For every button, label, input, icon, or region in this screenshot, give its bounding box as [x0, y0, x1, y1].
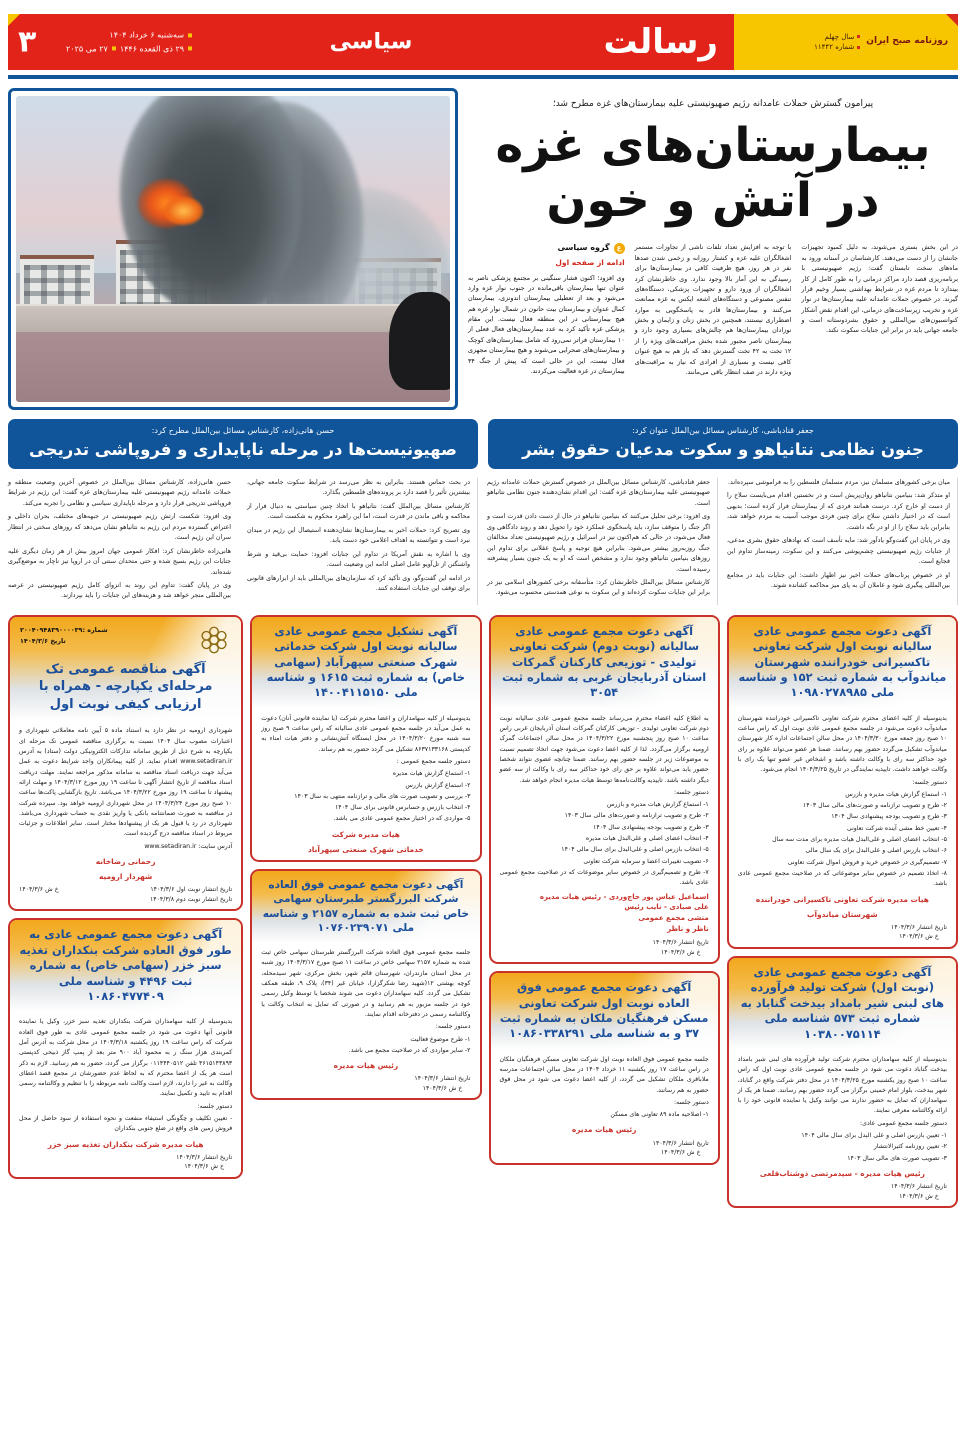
date-solar: سه‌شنبه ۶ خرداد ۱۴۰۴ — [109, 30, 185, 40]
ad-pub-label: تاریخ انتشار — [678, 938, 709, 946]
agenda-item: ۱- اصلاحیه ماده ۸۹ تعاونی های مسکن — [610, 1111, 709, 1119]
agenda-item: ۲- استماع گزارش بازرس — [405, 781, 471, 789]
agenda-item: ۴- تعیین خط مشی آینده شرکت تعاونی — [846, 824, 947, 832]
ad-agenda-list — [500, 800, 709, 888]
date-gregorian: ۲۷ می ۲۰۲۵ — [66, 44, 108, 53]
ad-agenda-title: دستور جلسه: — [197, 1102, 233, 1110]
ad-agenda-list — [500, 1110, 709, 1120]
ad-signature-line: علی صیادی - نایب رئیس — [624, 903, 709, 912]
hero-col-right — [468, 242, 625, 377]
ad-signature: رئیس هیات مدیره — [333, 1061, 399, 1071]
article-paragraph: جعفر قنادباشی، کارشناس مسائل بین‌الملل در خصوص گسترش حملات عامدانه رژیم صهیونیستی علیه بیمارستان‌های غزه گفت: این اقدام نشان‌دهنده جنون نظامی نتانیاهو است. — [487, 479, 710, 507]
banner-hanizadeh — [8, 419, 478, 469]
agenda-item: ۸- اتخاذ تصمیم در خصوص سایر موضوعاتی که در صلاحیت مجمع عمومی عادی باشد. — [737, 869, 947, 888]
ad-signature-line: منشی مجمع عمومی — [638, 914, 709, 923]
agenda-item: ۵- انتخاب بازرس اصلی و علی‌البدل برای سال مالی ۱۴۰۴ — [561, 846, 709, 854]
article-paragraph: در بحث حماس هستند. بنابراین به نظر می‌رسد در شرایط سکوت جامعه جهانی، بیشترین تأثیر را قصد دارد بر پرونده‌های فلسطین بگذارد. — [247, 479, 470, 497]
ad-sepehrabad-industrial[interactable] — [250, 615, 481, 862]
ad-signature: هیات مدیره شرکت تعاونی تاکسیرانی خودراننده — [755, 894, 929, 904]
article-column-1 — [8, 478, 238, 605]
ad-title: آگهی دعوت مجمع عمومی عادی به طور فوق العاده شرکت بنکداران تغذیه سبز خزر (سهامی خاص) به شماره ثبت ۴۴۹۶ و شناسه ملی ۱۰۸۶۰۴۷۷۴۰۹ — [19, 927, 232, 1004]
hero-lead-text: وی افزود؛ اکنون فشار سنگینی بر مجتمع پزشکی ناصر به عنوان تنها بیمارستان باقی‌مانده در جنوب نوار غزه وارد می‌شود و بعد از تعطیلی بیمارستان اندونزی، بیمارستان کمال عدوان و بیمارستان بیت حانون در شمال نوار غزه هم هیچ بیمارستانی در این منطقه فعال نیست. این مقام پزشکی غزه تأکید کرد به عدد بیمارستان‌های فعال فعلی از ۱۰ بیمارستان فراتر نمی‌رود که شامل بیمارستان‌های کوچک و بیمارستان‌های صحرایی می‌شوند و هیچ بیمارستان مجهزی فعال نیست، این در حالی است که پیش از جنگ ۳۴ بیمارستان در غزه فعالیت می‌کردند. — [467, 273, 625, 375]
corner-triangle-icon — [946, 14, 958, 26]
ad-pub-date: ۱۴۰۴/۳/۶ — [890, 923, 916, 931]
hero-photo — [16, 96, 450, 402]
ad-agenda-title: دستور جلسه: — [912, 778, 947, 786]
ad-signature: هیات مدیره شرکت — [331, 829, 400, 839]
agenda-item: ۱- استماع گزارش هیات مدیره — [392, 770, 471, 778]
photo-parapet — [16, 304, 450, 332]
bullet-icon: ع — [614, 243, 625, 254]
hero-kicker: پیرامون گسترش حملات عامدانه رژیم صهیونیستی علیه بیمارستان‌های غزه مطرح شد؛ — [552, 99, 874, 109]
article-paragraph: در ادامه این گفت‌وگو، وی تأکید کرد که سازمان‌های بین‌المللی باید از ابزارهای قانونی برای توقف این جنایات استفاده کنند. — [247, 574, 470, 592]
agenda-item: ۳- تصویب صورت های مالی سال ۱۴۰۳ — [847, 1154, 947, 1162]
article-paragraph: وی در پایان این گفت‌وگو یادآور شد: مایه تأسف است که نهادهای حقوق بشری مدعی، از جنایات رژیم صهیونیستی چشم‌پوشی می‌کنند و این سکوت، زمینه‌ساز تداوم این فجایع است. — [727, 537, 950, 566]
article-paragraph: هانی‌زاده خاطرنشان کرد: افکار عمومی جهان امروز بیش از هر زمان دیگری علیه جنایات این رژیم بسیج شده و حتی متحدان سنتی آن در اروپا نیز ناچار به موضع‌گیری شده‌اند. — [8, 547, 231, 576]
article-column-2 — [247, 478, 478, 605]
bullet-square-icon — [188, 47, 192, 51]
agenda-item: ۷- تصمیم‌گیری در خصوص خرید و فروش اموال شرکت تعاونی — [787, 858, 947, 866]
ad-body: شهرداری ارومیه در نظر دارد به استناد ماده ۵ آیین نامه معاملاتی شهرداری و اعتبارات مصوب سال ۱۴۰۴ نسبت به برگزاری مناقصه عمومی تک مرحله ای یکپارچه به شرح ذیل از طریق سامانه تدارکات الکترونیکی دولت (ستاد) به آدرس www.setadiran.ir اقدام نماید. از کلیه پیمانکاران واجد شرایط دعوت به عمل می‌آید جهت دریافت اسناد مناقصه به سامانه مذکور مراجعه نمایند. مهلت دریافت اسناد مناقصه از تاریخ انتشار آگهی تا ساعت ۱۹ روز مورخ ۱۴۰۴/۳/۱۲ و مهلت ارائه پیشنهاد تا ساعت ۱۹ روز مورخ ۱۴۰۴/۳/۲۲ می‌باشد. تاریخ بازگشایی پاکت‌ها ساعت ۱۰ صبح روز مورخ ۱۴۰۴/۳/۲۴ در محل شهرداری ارومیه خواهد بود. سپرده شرکت در مناقصه به صورت ضمانتنامه بانکی یا واریز نقدی به حساب شهرداری می‌باشد. شهرداری در رد یا قبول هر یک از پیشنهادها مختار است. سایر اطلاعات و جزئیات مربوط در اسناد مناقصه درج گردیده است. — [19, 727, 233, 838]
agenda-item: ۵- مواردی که در اختیار مجمع عمومی عادی می باشد. — [333, 815, 471, 823]
masthead-date-block — [66, 28, 192, 55]
ad-signature-2: شهردار ارومیه — [98, 872, 153, 882]
photo-building — [20, 255, 94, 310]
ad-ks-code: خ ش ۱۴۰۴/۳/۶ — [899, 933, 939, 941]
ad-signature: رئیس هیات مدیره - سیدمرتضی ذوشتاب‌قلعی — [759, 1168, 925, 1178]
article-paragraph: او در خصوص پرتاب‌های حملات اخیر نیز اظهار داشت: این جنایات باید در مجامع بین‌المللی پیگیری شود و عاملان آن به پای میز محاکمه کشانده شوند. — [727, 571, 950, 589]
photo-fire — [164, 197, 203, 225]
ad-signature-line: ناظر و ناظر — [667, 925, 709, 934]
hero-section — [8, 88, 958, 410]
article-column-4 — [727, 478, 958, 605]
ad-agenda-title: دستور جلسه مجمع عمومی : — [396, 757, 471, 765]
agenda-item: ۲- تعیین روزنامه کثیرالانتشار — [873, 1143, 947, 1151]
hero-photo-frame — [8, 88, 458, 410]
ad-agenda-list — [261, 1035, 470, 1057]
ad-ks-code: خ ش ۱۴۰۴/۳/۶ — [184, 1163, 225, 1171]
expert-banners — [8, 419, 958, 469]
page-title — [468, 118, 958, 229]
ad-title: آگهی دعوت مجمع عمومی فوق العاده نوبت اول شرکت تعاونی مسکن فرهنگیان ملکان به شماره ثبت ۳۷ و به شناسه ملی ۱۰۸۶۰۳۳۸۲۹۱ — [499, 980, 709, 1041]
ad-pub-date: ۱۴۰۴/۳/۶ — [176, 1153, 201, 1161]
ad-pub-label: تاریخ انتشار — [917, 1182, 947, 1190]
section-title: سیاسی — [329, 29, 413, 55]
ad-pub-date: ۱۴۰۴/۳/۶ — [652, 938, 677, 946]
ad-agenda-title: دستور جلسه مجمع عمومی عادی: — [860, 1119, 947, 1127]
publisher-logo: روزنامه صبح ایران — [866, 36, 948, 47]
ad-pub-label: تاریخ انتشار — [917, 923, 947, 931]
ad-customs-cooperative[interactable] — [489, 615, 720, 964]
bullet-square-icon — [857, 46, 860, 49]
article-paragraph: وی افزود: برخی تحلیل می‌کنند که بنیامین نتانیاهو در حال از دست دادن قدرت است و اگر جنگ را متوقف سازد، باید پاسخگوی عملکرد خود را تحویل دهد و روند دادگاهی وی فعال می‌شود، در حالی که هم‌اکنون نیز در اسرائیل و رژیم صهیونیستی تعداد مخالفان جنگ روزبه‌روز بیشتر می‌شود. بنابراین هیچ توجیه و پاسخ عقلانی برای تداوم این روزهای بنیامین نتانیاهو وجود ندارد و مشخص است که او به یک جنون بسیار پیشرفته رسیده است. — [487, 513, 710, 573]
ad-pub-label: تاریخ انتشار — [440, 1075, 471, 1083]
ad-agenda-title: دستور جلسه: — [673, 788, 709, 796]
ad-ks-code: خ ش ۱۴۰۴/۳/۶ — [660, 1149, 701, 1157]
ad-body: جلسه مجمع عمومی فوق العاده شرکت البرزگستر طبرستان سهامی خاص ثبت شده به شماره ۲۱۵۷ سهامی خاص در ساعت ۱۱ صبح مورخ ۱۴۰۴/۳/۱۷ روز شنبه در محل استان مازندران، شهرستان قائم شهر، بخش مرکزی، شهر سیدمحله، کوچه بهشتی ۱۲(شهید رضا شکرگزار)، خیابان غیر (۳۴)، پلاک ۹، طبقه همکف تشکیل می گردد. کلیه سهامداران دعوت می شوند شخصا یا توسط وکیل رسمی خود در جلسه مزبور به هم رسانید و در صورتی که تمایل به انتخاب وکالت یا وکالتنامه رسمی در دفترخانه اقدام نمایند. — [261, 949, 471, 1018]
ad-signature-2: خدماتی شهرک صنعتی سپهرآباد — [308, 844, 424, 854]
tender-date: ۱۴۰۴/۳/۶ — [20, 637, 49, 646]
ad-urmia-tender[interactable] — [8, 615, 243, 912]
ad-pub-date: ۱۴۰۴/۳/۶ — [890, 1182, 916, 1190]
agenda-item: ۳- طرح و تصویب بودجه پیشنهادی سال ۱۴۰۴ — [593, 823, 709, 831]
tender-number-label: شماره : — [82, 625, 108, 634]
date-lunar: ۲۹ ذی القعده ۱۴۴۶ — [119, 44, 185, 53]
article-paragraph: وی افزود: شکست ارتش رژیم صهیونیستی در جبهه‌های مختلف، بحران داخلی و اعتراض گسترده مردم این رژیم به نتانیاهو نشان می‌دهد که روزهای سختی در انتظار سران این رژیم است. — [8, 513, 231, 542]
ad-body: بدینوسیله از کلیه سهامداران محترم شرکت تولید فرآورده های لبنی شیر بامداد بیدخت گناباد دعوت می شود در جلسه مجمع عمومی عادی نوبت اول که راس ساعت ۱۰ صبح روز یکشنبه مورخ ۱۴۰۴/۳/۲۵ در محل دفتر شرکت واقع در گناباد، شهر بیدخت، بلوار امام خمینی برگزار می گردد حضور بهم رسانند. ضمنا هر یک از سهامداران که تمایل به حضور ندارند می توانند وکیل یا نماینده قانونی خود را با ارائه وکالتنامه معرفی نمایند. — [737, 1055, 947, 1115]
ad-signature-line: اسماعیل عباس پور حاج‌وردی - رئیس هیات مدیره — [539, 892, 709, 901]
bullet-square-icon — [188, 33, 192, 37]
ad-agenda-list — [261, 769, 470, 824]
ads-column-right — [8, 615, 243, 1208]
agenda-item: ۵- انتخاب اعضای اصلی و علی‌البدل هیات مدیره برای مدت سه سال — [772, 836, 947, 844]
ads-column-3 — [250, 615, 481, 1208]
agenda-item: ۶- تصویب تغییرات اعضا و سرمایه شرکت تعاونی — [583, 857, 709, 865]
continued-from-label: ادامه از صفحه اول — [555, 258, 625, 268]
tender-number: ۲۰۰۴۰۹۴۸۳۹۰۰۰۰۳۹ — [20, 625, 83, 634]
ad-pub-date: ۱۴۰۴/۳/۶ — [652, 1139, 677, 1147]
agenda-item: ۱- تعیین بازرس اصلی و علی البدل برای سال مالی ۱۴۰۴ — [801, 1131, 947, 1139]
ad-signature: هیات مدیره شرکت بنکداران تغذیه سبز خزر — [47, 1139, 204, 1149]
agenda-item: ۴- انتخاب بازرس و حسابرس قانونی برای سال ۱۴۰۴ — [334, 804, 471, 812]
ad-pub-label: تاریخ انتشار — [678, 1139, 709, 1147]
tender-pub2-date: ۱۴۰۴/۳/۸ — [149, 895, 175, 903]
ad-khazar-green-nutrition[interactable] — [8, 918, 243, 1179]
tender-pub2-label: تاریخ انتشار نوبت دوم — [176, 895, 233, 903]
ad-body: جلسه مجمع عمومی فوق العاده نوبت اول شرکت تعاونی مسکن فرهنگیان ملکان در راس ساعت ۱۷ روز یکشنبه ۱۱ خرداد ۱۴۰۴ در محل سالن اجتماعات مدرسه ملاباقری ملکان تشکیل می گردد، از کلیه اعضا دعوت می شود در محل فوق حضور به هم رسانند. — [499, 1055, 709, 1094]
article-paragraph: کارشناس مسائل بین‌الملل خاطرنشان کرد: متأسفانه برخی کشورهای اسلامی نیز در برابر این جنایات سکوت کرده‌اند و این سکوت به نوعی همدستی محسوب می‌شود. — [487, 578, 710, 597]
banner-title: جنون نظامی نتانیاهو و سکوت مدعیان حقوق بشر — [522, 440, 924, 459]
masthead-yellow-panel — [734, 14, 958, 70]
bullet-square-icon — [857, 35, 860, 38]
ad-title: آگهی دعوت مجمع عمومی فوق العاده شرکت البرزگستر طبرستان سهامی خاص ثبت شده به شماره ۲۱۵۷ و شناسه ملی ۱۰۷۶۰۲۳۹۰۷۱ — [262, 878, 470, 934]
ad-ks-code: خ ش ۱۴۰۴/۳/۶ — [660, 948, 701, 956]
ad-agenda-list — [738, 790, 947, 890]
headline-line-1: بیمارستان‌های غزه — [495, 117, 931, 173]
banner-qanadbashi — [488, 419, 958, 469]
tender-meta — [20, 625, 108, 648]
ad-body: بدینوسیله از کلیه سهامداران شرکت بنکداران تغذیه سبز خزر، وکیل یا نماینده قانونی آنها دعوت می شود در جلسه مجمع عمومی عادی به طور فوق العاده شرکت که راس ساعت ۱۹ روز یکشنبه ۱۴۰۴/۳/۱۸ در محل شرکت به آدرس آمل کمربندی هزار سنگ ر به محمود آباد ۹۰۰ متر بعد از پمپ گاز ذبیحی کدپستی ۴۶۱۵۱۴۳۸۹۳ تلفن ۰۱۱۴۴۴۰۵۱۲ برگزار می گردد، حضور به هم رسانید. لازم به ذکر است هر یک از اعضا محترم که به لحاظ عدم حضورشان در مجمع قصد اعطای وکالت به غیر را دارند، لازم است وکالت نامه مربوطه را با تنظیم و وکالتنامه رسمی اقدام به تایید و تکمیل نمایند. — [19, 1018, 233, 1098]
classified-ads — [8, 615, 958, 1208]
ad-signature: رئیس هیات مدیره — [571, 1125, 637, 1135]
article-paragraph: حسن هانی‌زاده، کارشناس مسائل بین‌الملل در خصوص آخرین وضعیت منطقه و حملات عامدانه رژیم صهیونیستی علیه بیمارستان‌های غزه گفت: این رژیم در شرایط فروپاشی تدریجی قرار دارد و مرحله ناپایداری سیاسی و نظامی را تجربه می‌کند. — [8, 479, 231, 507]
ad-agenda-title: دستور جلسه: — [673, 1098, 709, 1106]
ad-body: به اطلاع کلیه اعضاء محترم می‌رساند جلسه مجمع عمومی عادی سالیانه نوبت دوم شرکت تعاونی تولیدی - توزیعی کارکنان گمرکات استان آذربایجان غربی راس ساعت ۱۰ صبح روز پنجشنبه مورخ ۱۴۰۴/۳/۲۲ در محل سالن اجتماعات گمرک ارومیه برگزار می‌گردد. لذا از کلیه اعضا دعوت می‌شود جهت اتخاذ تصمیم نسبت به موضوعات زیر در جلسه حضور بهم رسانند. ضمنا چنانچه عضوی نتواند شخصا حضور یابد می‌تواند علاوه بر حق رای خود حداکثر سه رای با وکالت از سه عضو دیگر داشته باشد. تاییدیه وکالت‌نامه‌ها توسط هیات مدیره انجام خواهد شد. — [499, 714, 709, 784]
ad-teachers-housing[interactable] — [489, 971, 720, 1165]
agenda-item: ۴- انتخاب اعضای اصلی و علی‌البدل هیات مدیره — [585, 835, 709, 843]
bullet-square-icon — [112, 47, 116, 51]
tender-date-label: تاریخ — [50, 637, 66, 646]
agenda-item: ۳- طرح و تصویب بودجه پیشنهادی سال ۱۴۰۴ — [831, 813, 947, 821]
article-paragraph: کارشناس مسائل بین‌الملل گفت: نتانیاهو با اتخاذ چنین سیاستی به دنبال فرار از محاکمه و باقی ماندن در قدرت است، اما این راهبرد محکوم به شکست است. — [247, 502, 470, 521]
agenda-item: ۲- سایر مواردی که در صلاحیت مجمع می باشد. — [348, 1046, 471, 1054]
banner-kicker: جعفر قنادباشی، کارشناس مسائل بین‌الملل عنوان کرد: — [632, 426, 814, 435]
article-body — [8, 478, 958, 605]
tender-pub1-label: تاریخ انتشار نوبت اول — [176, 886, 233, 894]
byline-group — [468, 242, 625, 255]
agenda-item: ۷- طرح و تصمیم‌گیری در خصوص سایر موضوعات که در صلاحیت مجمع عمومی عادی باشد. — [499, 868, 709, 887]
ad-alborz-gostar[interactable] — [250, 869, 481, 1100]
article-column-3 — [487, 478, 718, 605]
masthead-issue: شماره ۱۱۴۴۲ — [814, 43, 855, 51]
article-paragraph: وی در پایان گفت: تداوم این روند به انزوای کامل رژیم صهیونیستی در عرصه بین‌المللی منجر خواهد شد و هزینه‌های این جنایات را باید بپردازند. — [8, 581, 231, 600]
agenda-item: ۱- طرح موضوع فعالیت — [410, 1035, 471, 1043]
ad-agenda-title: دستور جلسه: — [435, 1023, 471, 1031]
article-paragraph: میان برخی کشورهای مسلمان نیز، مردم مسلمان فلسطین را به فراموشی سپرده‌اند. — [728, 479, 950, 486]
ads-column-2 — [489, 615, 720, 1208]
masthead — [8, 14, 958, 70]
ad-dairy-bamdad[interactable] — [727, 956, 958, 1208]
agenda-item: ۶- انتخاب بازرس اصلی و علی‌البدل برای یک سال مالی — [805, 847, 947, 855]
agenda-item: ۲- طرح و تصویب ترازنامه و صورت‌های مالی سال ۱۴۰۳ — [564, 812, 709, 820]
ad-title: آگهی دعوت مجمع عمومی عادی سالیانه نوبت اول شرکت تعاونی تاکسیرانی خودراننده شهرستان میاندوآب به شماره ثبت ۱۵۲ و شناسه ملی ۱۰۹۸۰۲۷۸۹۸۵ — [738, 623, 947, 700]
agenda-item: ۳- بررسی و تصویب صورت های مالی و ترازنامه منتهی به سال ۱۴۰۳ — [294, 792, 471, 800]
ad-taxi-cooperative[interactable] — [727, 615, 958, 949]
article-paragraph: وی با اشاره به نقش آمریکا در تداوم این جنایات افزود: حمایت بی‌قید و شرط واشنگتن از تل‌آویو عامل اصلی ادامه این وضعیت است. — [247, 550, 470, 569]
ads-column-left — [727, 615, 958, 1208]
newspaper-nameplate: رسالت — [603, 22, 718, 62]
ad-signature-block — [500, 892, 709, 935]
tender-pub1-date: ۱۴۰۴/۳/۶ — [150, 886, 175, 894]
masthead-red-panel — [8, 14, 734, 70]
headline-line-2: در آتش و خون — [546, 172, 880, 228]
photo-roof-deck — [16, 332, 450, 402]
photo-figure-silhouette — [389, 292, 450, 390]
ad-signature-2: شهرستان میاندوآب — [807, 909, 878, 919]
hero-col-left: در این بخش بستری می‌شوند، به دلیل کمبود تجهیزات جانشان را از دست می‌دهند. کارشناسان در آستانه ورود به ماه‌های سخت تابستان گفت: رژیم صهیونیستی با برنامه‌ریزی قصد دارد مراکز درمانی را به طور کامل از کار بیندازد تا مردم غزه در شرایط بهداشتی بسیار وخیم قرار گیرند. در خصوص حملات عامدانه علیه بیمارستان‌ها در نوار غزه و تخریب زیرساخت‌های درمانی، این اقدام نقض آشکار کنوانسیون‌های بین‌المللی و حقوق بشردوستانه است و جامعه جهانی باید در برابر این جنایات سکوت نکند. — [801, 243, 958, 335]
ad-ks-code: خ ش ۱۴۰۴/۳/۶ — [19, 886, 59, 894]
ad-title: آگهی دعوت مجمع عمومی عادی سالیانه (نوبت دوم) شرکت تعاونی تولیدی - توزیعی کارکنان گمرکات استان آذربایجان غربی به شماره ثبت ۳۰۵۴ — [502, 623, 707, 700]
article-paragraph: او متذکر شد: بنیامین نتانیاهو روان‌پریش است و در نخستین اقدام می‌بایست سلاح را از دست او خارج کرد. درست همانند فردی که از بیمارستان فرار کرده است؛ بدیهی است که در اختیار داشتن سلاح برای چنین فردی موجب آسیب به مردم خواهد شد، بنابراین باید سلاح را از او در نگه داشت. — [727, 492, 950, 531]
banner-kicker: حسن هانی‌زاده، کارشناس مسائل بین‌الملل مطرح کرد: — [151, 426, 335, 435]
tender-link-note[interactable]: آدرس سایت: www.setadiran.ir — [144, 842, 233, 850]
page-number: ۳ — [18, 24, 37, 60]
masthead-divider — [8, 75, 958, 79]
agenda-item: ۱- استماع گزارش هیات مدیره و بازرس — [606, 801, 709, 809]
agenda-item: - تعیین تکلیف و چگونگی استیفاء منفعت و نحوه استفاده از سود حاصل از محل فروش زمین های واقع در ضلع جنوبی بنکداران — [19, 1115, 233, 1133]
agenda-item: ۲- طرح و تصویب ترازنامه و صورت‌های مالی سال ۱۴۰۳ — [802, 802, 947, 810]
ad-agenda-list — [19, 1114, 232, 1135]
agenda-item: ۱- استماع گزارش هیات مدیره و بازرس — [845, 790, 947, 798]
ad-title: آگهی تشکیل مجمع عمومی عادی سالیانه نوبت اول شرکت خدماتی شهرک صنعتی سپهرآباد (سهامی خاص) به شماره ثبت ۱۶۱۵ و شناسه ملی ۱۴۰۰۴۱۱۵۱۵۰ — [266, 623, 466, 700]
masthead-year: سال چهلم — [824, 32, 855, 41]
byline-group-label: گروه سیاسی — [557, 243, 610, 253]
ad-body: بدینوسیله از کلیه سهامداران و اعضا محترم شرکت (یا نماینده قانونی آنان) دعوت به عمل می‌آید در جلسه مجمع عمومی عادی سالیانه که راس ساعت ۹ صبح روز سه شنبه مورخ ۱۴۰۴/۳/۲۰ در محل ایستگاه آتش‌نشانی و دفتر هیات امناء به کدپستی ۸۶۳۷۱۳۳۱۶۸ تشکیل می گردد حضور به هم رساند. — [261, 714, 471, 753]
banner-title: صهیونیست‌ها در مرحله ناپایداری و فروپاشی تدریجی — [29, 440, 457, 459]
ad-body: بدینوسیله از کلیه اعضای محترم شرکت تعاونی تاکسیرانی خودراننده شهرستان میاندوآب دعوت می‌شود در جلسه مجمع عمومی عادی نوبت اول که راس ساعت ۱۰ صبح روز جمعه مورخ ۱۴۰۴/۳/۳۰ در محل سالن اجتماعات اداره کار شهرستان میاندوآب تشکیل می‌گردد حضور بهم رسانند. ضمنا هر عضو می‌تواند علاوه بر رای خود حداکثر سه رای با وکالت داشته باشد و اشخاص غیر عضو تنها یک رای با وکالت خواهند داشت. تاییدیه نمایندگی در تاریخ ۱۴۰۴/۳/۲۵ انجام می‌شود. — [737, 714, 947, 774]
ad-ks-code: خ ش ۱۴۰۴/۳/۶ — [422, 1084, 463, 1092]
ad-pub-label: تاریخ انتشار — [202, 1153, 233, 1161]
ad-pub-date: ۱۴۰۴/۳/۶ — [414, 1075, 439, 1083]
article-paragraph: وی تصریح کرد: حملات اخیر به بیمارستان‌ها نشان‌دهنده استیصال این رژیم در میدان نبرد است و نتوانسته به اهداف اعلامی خود دست یابد. — [247, 526, 470, 545]
hero-text — [468, 88, 958, 410]
municipality-logo-icon — [197, 623, 231, 657]
ad-ks-code: خ ش ۱۴۰۴/۳/۶ — [899, 1192, 939, 1200]
ad-title: آگهی مناقصه عمومی تک مرحله‌ای یکپارچه - همراه با ارزیابی کیفی نوبت اول — [38, 661, 213, 712]
ad-signature: رحمانی رضاخانه — [95, 857, 156, 867]
ad-title: آگهی دعوت مجمع عمومی عادی (نوبت اول) شرکت تولید فرآورده های لبنی شیر بامداد بیدخت گناباد به شماره ثبت ۵۷۳ شناسه ملی ۱۰۳۸۰۰۷۵۱۱۴ — [740, 964, 945, 1041]
ad-agenda-list — [738, 1131, 947, 1164]
hero-col-mid: با توجه به افزایش تعداد تلفات ناشی از تجاوزات مستمر اشغالگران علیه غزه و کشتار روزانه و زخمی شدن صدها نفر در هر روز، هیچ ظرفیت کافی در بیمارستان‌ها برای رسیدگی به این آمار بالا وجود ندارد. وی خاطرنشان کرد اشغالگران از ورود دارو و تجهیزات پزشکی، دستگاه‌های تنفس مصنوعی و دستگاه‌های اشعه ایکس به غزه ممانعت می‌کنند و بیمارستان‌ها قادر به پاسخگویی به موارد اضطراری نیستند، همچنین در بخش زنان و زایمان و بخش نوزادان بیمارستان‌ها هم چالش‌های بسیاری وجود دارد و بیمارستان ناصر مجبور شده بخش مراقبت‌های ویژه را از ۱۲ تخت به ۴۲ تخت گسترش دهد که باز هم به هیچ عنوان کافی نیست و بسیاری از افرادی که نیاز به مراقبت‌های ویژه دارند در صف انتظار باقی می‌مانند. — [634, 243, 792, 376]
hero-columns — [468, 242, 958, 377]
